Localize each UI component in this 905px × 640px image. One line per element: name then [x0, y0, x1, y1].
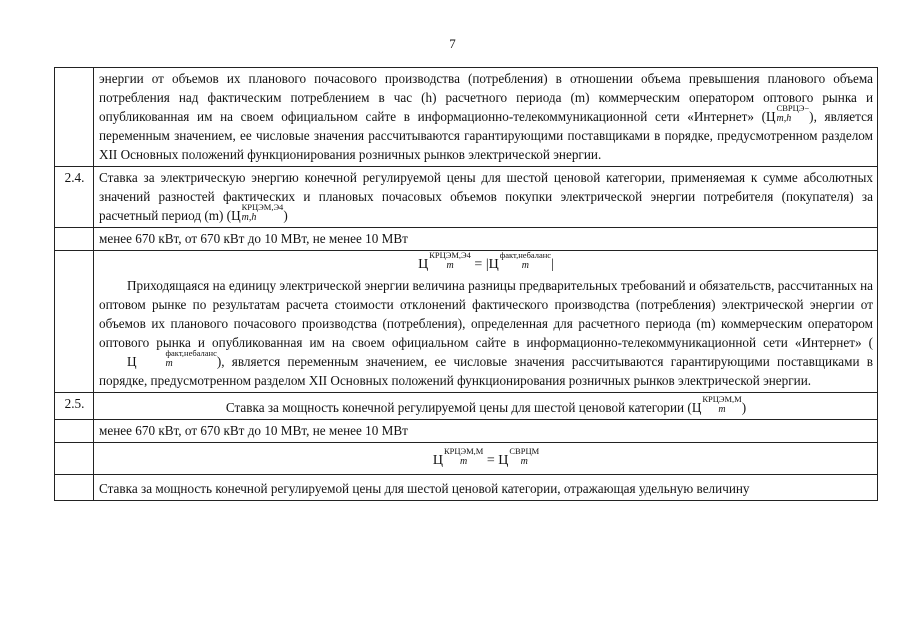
tariff-table — [54, 67, 878, 501]
row-number-cell — [55, 251, 94, 393]
page-number: 7 — [449, 36, 456, 51]
table-row — [55, 251, 878, 393]
table-row — [55, 228, 878, 251]
table-row — [55, 68, 878, 167]
continuation-text-cell — [94, 68, 878, 167]
row-number: 2.4. — [64, 170, 85, 185]
formula-cell — [94, 443, 878, 475]
continuation-text: энергии от объемов их планового почасового производства (потребления) в отношении объема превышения планового объема потребления над фактическим потреблением в час (h) расчетного периода (m) коммерческим оператором оптового рынка и опубликованная им на своем официальном сайте в информационно-телекоммуникационной сети «Интернет» ( — [99, 71, 873, 124]
table-row — [55, 443, 878, 475]
price-symbol: Ц КРЦЭМ,М m — [691, 393, 742, 415]
formula: Ц КРЦЭМ,Э4 m = |Ц факт,небаланс m | — [418, 249, 554, 272]
row-number-cell — [55, 68, 94, 167]
price-symbol: Ц факт,небаланс m — [127, 347, 217, 369]
formula-explanation: Приходящаяся на единицу электрической энергии величина разницы предварительных требований и обязательств, рассчитанных на оптовом рынке по результатам расчета стоимости отклонений фактического производства (потребления) электрической энергии от объемов их планового почасового производства (потребления), определенная для расчетного периода (m) коммерческим оператором оптового рынка и опубликованная им на своем официальном сайте в информационно-телекоммуникационной сети «Интернет» (Ц факт,небаланс m ), является переменным значением, ее числовые значения рассчитываются гарантирующими поставщиками в порядке, предусмотренном разделом XII Основных положений функционирования розничных рынков электрической энергии. — [99, 278, 873, 388]
voltage-levels: менее 670 кВт, от 670 кВт до 10 МВт, не менее 10 МВт — [99, 423, 408, 438]
table-row — [55, 420, 878, 443]
voltage-levels: менее 670 кВт, от 670 кВт до 10 МВт, не менее 10 МВт — [99, 231, 408, 246]
formula: Ц КРЦЭМ,М m = Ц СВРЦМ m — [432, 445, 540, 468]
price-symbol: Ц КРЦЭМ,Э4 m,h — [231, 201, 284, 223]
voltage-levels-cell — [94, 228, 878, 251]
row-number-cell — [55, 475, 94, 501]
row-title: Ставка за мощность конечной регулируемой цены для шестой ценовой категории, отражающая удельную величину — [99, 481, 750, 496]
table-row — [55, 393, 878, 420]
price-symbol: Ц СВРЦЭ− m,h — [766, 102, 810, 124]
row-number: 2.5. — [64, 396, 85, 411]
row-title: Ставка за мощность конечной регулируемой цены для шестой ценовой категории ( — [225, 400, 692, 415]
table-row — [55, 167, 878, 228]
formula-cell — [94, 251, 878, 393]
row-number-cell — [55, 420, 94, 443]
row-number-cell — [55, 228, 94, 251]
row-number-cell — [55, 167, 94, 228]
table-row — [55, 475, 878, 501]
voltage-levels-cell — [94, 420, 878, 443]
row-title-cell — [94, 475, 878, 501]
row-title: Ставка за электрическую энергию конечной регулируемой цены для шестой ценовой категории, применяемая к сумме абсолютных значений разностей фактических и плановых почасовых объемов покупки электрической энергии потребителя (покупателя) за расчетный период (m) ( — [99, 170, 873, 223]
row-title-cell: Ставка за мощность конечной регулируемой цены для шестой ценовой категории (Ц КРЦЭМ,М m ) — [94, 393, 878, 420]
continuation-text-end: ), является переменным значением, ее числовые значения рассчитываются гарантирующими поставщиками в порядке, предусмотренном разделом XII Основных положений функционирования розничных рынков электрической энергии. — [99, 109, 873, 162]
row-number-cell — [55, 443, 94, 475]
row-title-cell: Ставка за электрическую энергию конечной регулируемой цены для шестой ценовой категории, применяемая к сумме абсолютных значений разностей фактических и плановых почасовых объемов покупки электрической энергии потребителя (покупателя) за расчетный период (m) (Ц КРЦЭМ,Э4 m,h ) — [94, 167, 878, 228]
row-number-cell — [55, 393, 94, 420]
